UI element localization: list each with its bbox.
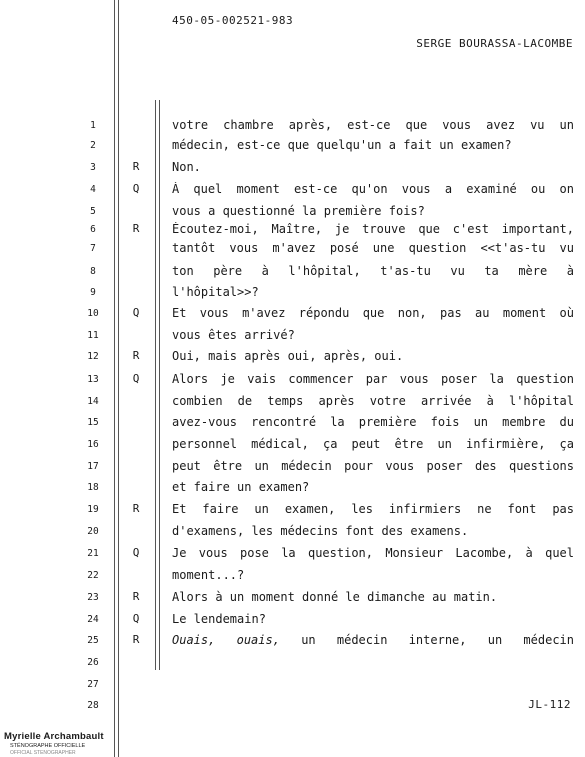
transcript-line: Alors je vais commencer par vous poser la question — [172, 372, 574, 386]
line-number: 27 — [87, 679, 99, 690]
line-number: 7 — [90, 243, 96, 254]
transcript-line: Je vous pose la question, Monsieur Lacombe, à quel — [172, 546, 574, 560]
speaker-marker: R — [132, 502, 140, 515]
transcript-line: Écoutez-moi, Maître, je trouve que c'est important, — [172, 222, 574, 236]
transcript-line: Non. — [172, 160, 201, 174]
transcript-line: Le lendemain? — [172, 612, 266, 626]
line-number: 14 — [87, 396, 99, 407]
speaker-rule-2 — [159, 100, 160, 670]
transcript-line: Et vous m'avez répondu que non, pas au moment où — [172, 306, 574, 320]
speaker-rule-1 — [155, 100, 156, 670]
line-number: 19 — [87, 504, 99, 515]
transcript-line: vous êtes arrivé? — [172, 328, 295, 342]
speaker-marker: Q — [132, 612, 140, 625]
line-number: 4 — [90, 184, 96, 195]
transcript-line: votre chambre après, est-ce que vous avez vu un — [172, 118, 574, 132]
transcript-line: vous a questionné la première fois? — [172, 204, 425, 218]
line-number: 23 — [87, 592, 99, 603]
transcript-line: Et faire un examen, les infirmiers ne font pas — [172, 502, 574, 516]
speaker-marker: Q — [132, 306, 140, 319]
speaker-marker: R — [132, 590, 140, 603]
transcript-line: d'examens, les médecins font des examens. — [172, 524, 469, 538]
transcript-line: personnel médical, ça peut être un infirmière, ça — [172, 437, 574, 451]
transcript-line: moment...? — [172, 568, 245, 582]
italic-text: Ouais, ouais, — [172, 633, 280, 647]
case-number: 450-05-002521-983 — [172, 14, 294, 27]
speaker-marker: R — [132, 349, 140, 362]
line-number: 18 — [87, 482, 99, 493]
line-number: 25 — [87, 635, 99, 646]
transcript-line: Alors à un moment donné le dimanche au matin. — [172, 590, 498, 604]
transcript-line: avez-vous rencontré la première fois un membre du — [172, 415, 574, 429]
line-number: 8 — [90, 266, 96, 277]
line-number: 26 — [87, 657, 99, 668]
speaker-marker: Q — [132, 372, 140, 385]
line-number: 20 — [87, 526, 99, 537]
line-number: 15 — [87, 417, 99, 428]
transcript-line: peut être un médecin pour vous poser des questions — [172, 459, 574, 473]
speaker-marker: Q — [132, 182, 140, 195]
transcript-line: combien de temps après votre arrivée à l'hôpital — [172, 394, 574, 408]
line-number: 16 — [87, 439, 99, 450]
line-number: 12 — [87, 351, 99, 362]
stenographer-stamp-name: Myrielle Archambault — [4, 731, 104, 742]
line-number: 13 — [87, 374, 99, 385]
line-number: 21 — [87, 548, 99, 559]
speaker-marker: Q — [132, 546, 140, 559]
transcript-line: tantôt vous m'avez posé une question <<t'as-tu vu — [172, 241, 574, 255]
margin-rule-left-2 — [118, 0, 119, 757]
line-number: 11 — [87, 330, 99, 341]
transcript-line: ton père à l'hôpital, t'as-tu vu ta mère à — [172, 264, 574, 278]
line-number: 17 — [87, 461, 99, 472]
transcript-line — [172, 633, 574, 647]
speaker-marker: R — [132, 633, 140, 646]
line-number: 24 — [87, 614, 99, 625]
page-code: JL-112 — [528, 698, 571, 711]
speaker-marker: R — [132, 160, 140, 173]
transcript-line: médecin, est-ce que quelqu'un a fait un examen? — [172, 138, 512, 152]
transcript-line: À quel moment est-ce qu'on vous a examiné ou on — [172, 182, 574, 196]
line-text: un médecin interne, un médecin — [279, 633, 574, 647]
line-number: 22 — [87, 570, 99, 581]
line-number: 9 — [90, 287, 96, 298]
line-number: 28 — [87, 700, 99, 711]
margin-rule-left-1 — [114, 0, 115, 757]
stenographer-stamp-title: STÉNOGRAPHE OFFICIELLE — [10, 743, 86, 749]
witness-name: SERGE BOURASSA-LACOMBE — [416, 37, 573, 50]
line-number: 2 — [90, 140, 96, 151]
transcript-line: et faire un examen? — [172, 480, 310, 494]
stenographer-stamp-title-en: OFFICIAL STENOGRAPHER — [10, 750, 76, 756]
line-number: 10 — [87, 308, 99, 319]
line-number: 3 — [90, 162, 96, 173]
line-number: 6 — [90, 224, 96, 235]
transcript-line: l'hôpital>>? — [172, 285, 259, 299]
line-number: 1 — [90, 120, 96, 131]
transcript-line: Oui, mais après oui, après, oui. — [172, 349, 404, 363]
line-number: 5 — [90, 206, 96, 217]
speaker-marker: R — [132, 222, 140, 235]
